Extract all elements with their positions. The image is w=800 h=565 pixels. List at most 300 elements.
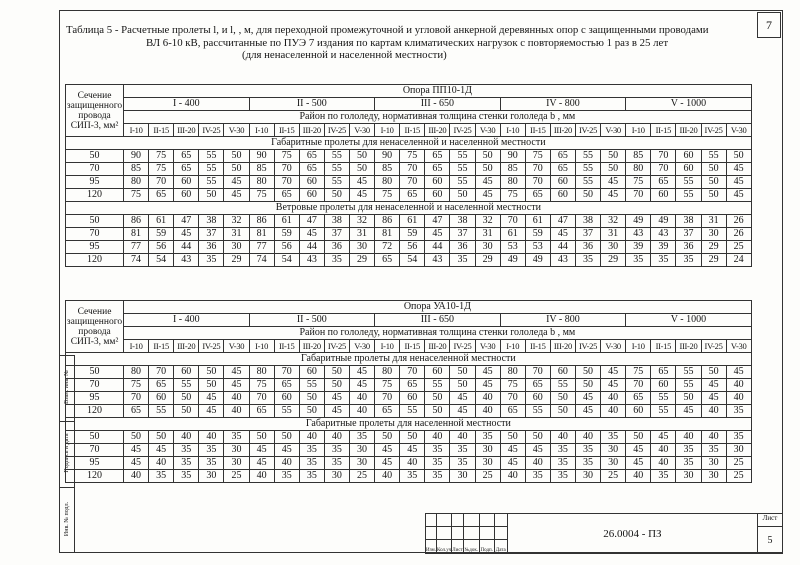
span-value-cell: 35	[475, 431, 500, 444]
span-value-cell: 30	[701, 470, 726, 483]
span-value-cell: 50	[726, 150, 751, 163]
span-value-cell: 70	[274, 176, 299, 189]
side-stamp-inventory: Инв. № подл.	[64, 501, 70, 536]
span-value-cell: 65	[274, 379, 299, 392]
span-value-cell: 40	[601, 392, 626, 405]
span-value-cell: 45	[349, 366, 374, 379]
span-value-cell: 45	[349, 379, 374, 392]
span-value-cell: 50	[575, 189, 600, 202]
span-value-cell: 50	[525, 431, 550, 444]
span-value-cell: 50	[400, 431, 425, 444]
doc-code: 26.0004 - ПЗ	[507, 514, 757, 554]
span-value-cell: 29	[701, 254, 726, 267]
ice-region-label: I-10	[124, 124, 149, 137]
span-value-cell: 50	[249, 431, 274, 444]
ice-region-label: V-30	[349, 340, 374, 353]
span-value-cell: 45	[701, 379, 726, 392]
span-value-cell: 90	[249, 150, 274, 163]
span-value-cell: 35	[651, 254, 676, 267]
span-value-cell: 40	[726, 379, 751, 392]
span-value-cell: 40	[249, 470, 274, 483]
span-value-cell: 60	[425, 176, 450, 189]
span-value-cell: 80	[626, 163, 651, 176]
span-value-cell: 55	[324, 150, 349, 163]
span-value-cell: 40	[475, 405, 500, 418]
span-value-cell: 55	[324, 163, 349, 176]
tb-col-docno: №док.	[463, 540, 479, 554]
span-value-cell: 37	[450, 228, 475, 241]
span-value-cell: 50	[174, 392, 199, 405]
span-value-cell: 60	[400, 392, 425, 405]
span-value-cell: 26	[726, 228, 751, 241]
span-value-cell: 59	[149, 228, 174, 241]
span-value-cell: 35	[726, 405, 751, 418]
span-value-cell: 45	[575, 392, 600, 405]
side-stamp-signature: Подпись и дата	[64, 432, 70, 473]
table-ua10	[65, 300, 752, 483]
span-value-cell: 40	[124, 470, 149, 483]
span-value-cell: 30	[475, 444, 500, 457]
span-value-cell: 60	[425, 366, 450, 379]
span-value-cell: 56	[149, 241, 174, 254]
span-value-cell: 47	[299, 215, 324, 228]
span-value-cell: 60	[676, 150, 701, 163]
ice-region-label: I-10	[500, 124, 525, 137]
span-value-cell: 65	[299, 150, 324, 163]
span-value-cell: 43	[550, 254, 575, 267]
tb-col-count: Кол.уч	[437, 540, 452, 554]
span-value-cell: 30	[475, 457, 500, 470]
span-value-cell: 86	[249, 215, 274, 228]
span-value-cell: 45	[324, 405, 349, 418]
span-value-cell: 44	[425, 241, 450, 254]
ice-region-label: I-10	[626, 340, 651, 353]
table-row	[66, 444, 752, 457]
span-value-cell: 55	[274, 405, 299, 418]
wire-size-cell: 95	[66, 241, 124, 254]
span-value-cell: 40	[425, 431, 450, 444]
span-value-cell: 45	[149, 444, 174, 457]
span-value-cell: 60	[550, 176, 575, 189]
span-value-cell: 55	[651, 405, 676, 418]
span-value-cell: 75	[525, 150, 550, 163]
span-value-cell: 30	[701, 457, 726, 470]
wire-size-cell: 70	[66, 163, 124, 176]
ice-region-label: IV-25	[450, 340, 475, 353]
wire-size-cell: 50	[66, 150, 124, 163]
span-value-cell: 35	[575, 254, 600, 267]
span-value-cell: 50	[450, 189, 475, 202]
table-row	[66, 176, 752, 189]
span-value-cell: 40	[149, 457, 174, 470]
wire-size-cell: 120	[66, 405, 124, 418]
span-value-cell: 75	[375, 189, 400, 202]
span-value-cell: 35	[224, 431, 249, 444]
span-value-cell: 55	[299, 379, 324, 392]
wire-size-cell: 70	[66, 444, 124, 457]
span-value-cell: 35	[299, 470, 324, 483]
span-value-cell: 31	[475, 228, 500, 241]
span-value-cell: 45	[676, 405, 701, 418]
wind-group-header: II - 500	[249, 314, 375, 327]
span-value-cell: 50	[124, 431, 149, 444]
span-value-cell: 80	[124, 176, 149, 189]
section-title: Габаритные пролеты для ненаселенной и населенной местности	[66, 137, 752, 150]
span-value-cell: 80	[249, 176, 274, 189]
span-value-cell: 50	[299, 405, 324, 418]
span-value-cell: 60	[525, 392, 550, 405]
span-value-cell: 80	[375, 176, 400, 189]
span-value-cell: 45	[425, 228, 450, 241]
span-value-cell: 30	[324, 470, 349, 483]
span-value-cell: 65	[124, 405, 149, 418]
span-value-cell: 45	[726, 176, 751, 189]
span-value-cell: 50	[626, 431, 651, 444]
span-value-cell: 49	[651, 215, 676, 228]
span-value-cell: 59	[400, 228, 425, 241]
span-value-cell: 86	[375, 215, 400, 228]
span-value-cell: 90	[375, 150, 400, 163]
span-value-cell: 43	[425, 254, 450, 267]
table-row	[66, 241, 752, 254]
span-value-cell: 31	[701, 215, 726, 228]
span-value-cell: 25	[349, 470, 374, 483]
ice-region-label: V-30	[726, 340, 751, 353]
ice-region-label: III-20	[299, 124, 324, 137]
span-value-cell: 50	[575, 366, 600, 379]
span-value-cell: 25	[726, 470, 751, 483]
span-value-cell: 45	[124, 457, 149, 470]
span-value-cell: 70	[149, 176, 174, 189]
table-row	[66, 366, 752, 379]
span-value-cell: 60	[425, 189, 450, 202]
span-value-cell: 50	[199, 189, 224, 202]
span-value-cell: 61	[525, 215, 550, 228]
span-value-cell: 60	[299, 176, 324, 189]
span-value-cell: 45	[400, 444, 425, 457]
span-value-cell: 45	[601, 176, 626, 189]
span-value-cell: 60	[149, 392, 174, 405]
ice-region-label: V-30	[726, 124, 751, 137]
ice-region-label: III-20	[425, 340, 450, 353]
wind-group-header: I - 400	[124, 98, 250, 111]
span-value-cell: 31	[349, 228, 374, 241]
support-title: Опора ПП10-1Д	[124, 85, 752, 98]
table-row	[66, 431, 752, 444]
span-value-cell: 30	[601, 444, 626, 457]
span-value-cell: 60	[651, 379, 676, 392]
span-value-cell: 65	[149, 379, 174, 392]
span-value-cell: 50	[676, 392, 701, 405]
span-value-cell: 65	[425, 163, 450, 176]
ice-region-label: IV-25	[575, 340, 600, 353]
span-value-cell: 85	[375, 163, 400, 176]
table-row	[66, 215, 752, 228]
span-value-cell: 30	[199, 470, 224, 483]
span-value-cell: 61	[400, 215, 425, 228]
span-value-cell: 45	[500, 444, 525, 457]
span-value-cell: 55	[450, 176, 475, 189]
span-value-cell: 37	[199, 228, 224, 241]
span-value-cell: 40	[626, 470, 651, 483]
span-value-cell: 70	[626, 379, 651, 392]
ice-region-label: III-20	[425, 124, 450, 137]
span-value-cell: 75	[626, 176, 651, 189]
wire-size-cell: 120	[66, 189, 124, 202]
span-value-cell: 55	[575, 150, 600, 163]
span-value-cell: 53	[525, 241, 550, 254]
span-value-cell: 49	[525, 254, 550, 267]
span-value-cell: 45	[601, 189, 626, 202]
ice-region-label: II-15	[651, 124, 676, 137]
span-value-cell: 81	[249, 228, 274, 241]
table-row	[66, 379, 752, 392]
wire-size-cell: 50	[66, 366, 124, 379]
span-value-cell: 65	[174, 163, 199, 176]
span-value-cell: 70	[400, 366, 425, 379]
span-value-cell: 32	[349, 215, 374, 228]
ice-region-label: II-15	[651, 340, 676, 353]
span-value-cell: 35	[400, 470, 425, 483]
span-value-cell: 50	[324, 379, 349, 392]
span-value-cell: 50	[550, 392, 575, 405]
span-value-cell: 85	[124, 163, 149, 176]
span-value-cell: 45	[249, 457, 274, 470]
ice-region-label: II-15	[400, 340, 425, 353]
span-value-cell: 45	[726, 366, 751, 379]
span-value-cell: 50	[174, 405, 199, 418]
span-value-cell: 38	[324, 215, 349, 228]
span-value-cell: 40	[174, 431, 199, 444]
span-value-cell: 45	[224, 379, 249, 392]
span-value-cell: 40	[651, 457, 676, 470]
span-value-cell: 65	[525, 379, 550, 392]
span-value-cell: 70	[124, 392, 149, 405]
span-value-cell: 55	[676, 379, 701, 392]
span-value-cell: 65	[525, 189, 550, 202]
span-value-cell: 29	[701, 241, 726, 254]
span-value-cell: 35	[199, 444, 224, 457]
span-value-cell: 45	[450, 405, 475, 418]
ice-region-label: I-10	[500, 340, 525, 353]
span-value-cell: 65	[375, 254, 400, 267]
span-value-cell: 60	[174, 176, 199, 189]
span-value-cell: 50	[375, 431, 400, 444]
span-value-cell: 54	[400, 254, 425, 267]
wind-group-header: III - 650	[375, 98, 501, 111]
wire-size-cell: 95	[66, 176, 124, 189]
span-value-cell: 55	[199, 176, 224, 189]
span-value-cell: 30	[575, 470, 600, 483]
span-value-cell: 65	[651, 176, 676, 189]
span-value-cell: 45	[626, 457, 651, 470]
span-value-cell: 44	[550, 241, 575, 254]
span-value-cell: 60	[550, 366, 575, 379]
span-value-cell: 35	[676, 254, 701, 267]
span-value-cell: 30	[224, 457, 249, 470]
span-value-cell: 70	[525, 366, 550, 379]
span-value-cell: 60	[550, 189, 575, 202]
span-value-cell: 35	[450, 457, 475, 470]
ice-region-label: III-20	[174, 124, 199, 137]
span-value-cell: 50	[199, 366, 224, 379]
span-value-cell: 55	[701, 150, 726, 163]
support-title: Опора УА10-1Д	[124, 301, 752, 314]
span-value-cell: 26	[726, 215, 751, 228]
span-value-cell: 81	[124, 228, 149, 241]
span-value-cell: 35	[425, 470, 450, 483]
ice-region-label: II-15	[525, 340, 550, 353]
span-value-cell: 45	[174, 228, 199, 241]
side-stamp-replace: Взам. инв. №	[64, 369, 70, 404]
span-value-cell: 85	[249, 163, 274, 176]
span-value-cell: 75	[400, 150, 425, 163]
span-value-cell: 65	[149, 189, 174, 202]
span-value-cell: 60	[174, 366, 199, 379]
ice-region-header: Район по гололеду, нормативная толщина стенки гололеда b , мм	[124, 111, 752, 124]
span-value-cell: 50	[550, 405, 575, 418]
span-value-cell: 40	[500, 470, 525, 483]
span-value-cell: 45	[224, 366, 249, 379]
ice-region-label: III-20	[550, 124, 575, 137]
span-value-cell: 29	[601, 254, 626, 267]
title-block	[425, 513, 783, 554]
span-value-cell: 30	[601, 241, 626, 254]
span-value-cell: 55	[676, 366, 701, 379]
span-value-cell: 45	[249, 444, 274, 457]
wire-size-cell: 50	[66, 215, 124, 228]
span-value-cell: 85	[500, 163, 525, 176]
wire-size-cell: 95	[66, 392, 124, 405]
span-value-cell: 35	[149, 470, 174, 483]
span-value-cell: 40	[651, 444, 676, 457]
ice-region-label: V-30	[475, 124, 500, 137]
span-value-cell: 38	[676, 215, 701, 228]
span-value-cell: 36	[324, 241, 349, 254]
span-value-cell: 70	[525, 176, 550, 189]
span-value-cell: 45	[299, 228, 324, 241]
span-value-cell: 45	[475, 379, 500, 392]
span-value-cell: 40	[324, 431, 349, 444]
sheet-label: Лист	[758, 514, 783, 527]
span-value-cell: 40	[475, 392, 500, 405]
ice-region-label: IV-25	[450, 124, 475, 137]
span-value-cell: 30	[450, 470, 475, 483]
span-value-cell: 53	[500, 241, 525, 254]
span-value-cell: 50	[475, 163, 500, 176]
span-value-cell: 75	[149, 163, 174, 176]
span-value-cell: 65	[299, 163, 324, 176]
span-value-cell: 80	[375, 366, 400, 379]
span-value-cell: 50	[425, 405, 450, 418]
span-value-cell: 37	[575, 228, 600, 241]
span-value-cell: 30	[224, 444, 249, 457]
wire-size-cell: 95	[66, 457, 124, 470]
span-value-cell: 45	[575, 405, 600, 418]
span-value-cell: 40	[726, 392, 751, 405]
span-value-cell: 30	[349, 457, 374, 470]
ice-region-label: IV-25	[324, 340, 349, 353]
span-value-cell: 35	[425, 457, 450, 470]
span-value-cell: 45	[349, 189, 374, 202]
span-value-cell: 65	[249, 405, 274, 418]
span-value-cell: 43	[626, 228, 651, 241]
span-value-cell: 31	[224, 228, 249, 241]
ice-region-label: II-15	[274, 124, 299, 137]
section-title: Габаритные пролеты для ненаселенной местности	[66, 353, 752, 366]
span-value-cell: 30	[475, 241, 500, 254]
span-value-cell: 50	[475, 150, 500, 163]
span-value-cell: 54	[149, 254, 174, 267]
span-value-cell: 65	[550, 150, 575, 163]
span-value-cell: 45	[324, 392, 349, 405]
span-value-cell: 39	[651, 241, 676, 254]
span-value-cell: 50	[224, 163, 249, 176]
span-value-cell: 50	[425, 392, 450, 405]
span-value-cell: 50	[601, 150, 626, 163]
wind-group-header: I - 400	[124, 314, 250, 327]
span-value-cell: 45	[475, 366, 500, 379]
span-value-cell: 55	[550, 379, 575, 392]
span-value-cell: 50	[575, 379, 600, 392]
span-value-cell: 35	[626, 254, 651, 267]
span-value-cell: 65	[500, 405, 525, 418]
span-value-cell: 47	[174, 215, 199, 228]
span-value-cell: 35	[575, 444, 600, 457]
span-value-cell: 45	[651, 431, 676, 444]
span-value-cell: 37	[324, 228, 349, 241]
span-value-cell: 45	[274, 444, 299, 457]
span-value-cell: 65	[174, 150, 199, 163]
span-value-cell: 45	[450, 392, 475, 405]
table-pp10	[65, 84, 752, 267]
ice-region-label: II-15	[400, 124, 425, 137]
span-value-cell: 55	[450, 163, 475, 176]
span-value-cell: 50	[701, 163, 726, 176]
ice-region-label: I-10	[626, 124, 651, 137]
span-value-cell: 90	[124, 150, 149, 163]
span-value-cell: 75	[124, 379, 149, 392]
span-value-cell: 70	[626, 189, 651, 202]
span-value-cell: 29	[224, 254, 249, 267]
section-title: Габаритные пролеты для населенной местности	[66, 418, 752, 431]
span-value-cell: 55	[425, 379, 450, 392]
span-value-cell: 70	[400, 163, 425, 176]
span-value-cell: 50	[299, 392, 324, 405]
span-value-cell: 70	[525, 163, 550, 176]
span-value-cell: 75	[375, 379, 400, 392]
span-value-cell: 70	[249, 392, 274, 405]
span-value-cell: 75	[500, 189, 525, 202]
span-value-cell: 35	[174, 470, 199, 483]
caption-line-2: ВЛ 6-10 кВ, рассчитанные по ПУЭ 7 издания по картам климатических нагрузок с повторяемостью 1 раз в 25 лет	[146, 36, 669, 49]
span-value-cell: 30	[349, 241, 374, 254]
table-row	[66, 392, 752, 405]
span-value-cell: 40	[550, 431, 575, 444]
ice-region-label: II-15	[525, 124, 550, 137]
span-value-cell: 75	[249, 379, 274, 392]
span-value-cell: 38	[450, 215, 475, 228]
span-value-cell: 35	[324, 254, 349, 267]
span-value-cell: 55	[651, 392, 676, 405]
span-value-cell: 90	[500, 150, 525, 163]
span-value-cell: 70	[651, 150, 676, 163]
span-value-cell: 74	[249, 254, 274, 267]
tb-col-sheet: Лист	[452, 540, 463, 554]
ice-region-label: II-15	[149, 124, 174, 137]
ice-region-label: IV-25	[199, 124, 224, 137]
span-value-cell: 50	[149, 431, 174, 444]
